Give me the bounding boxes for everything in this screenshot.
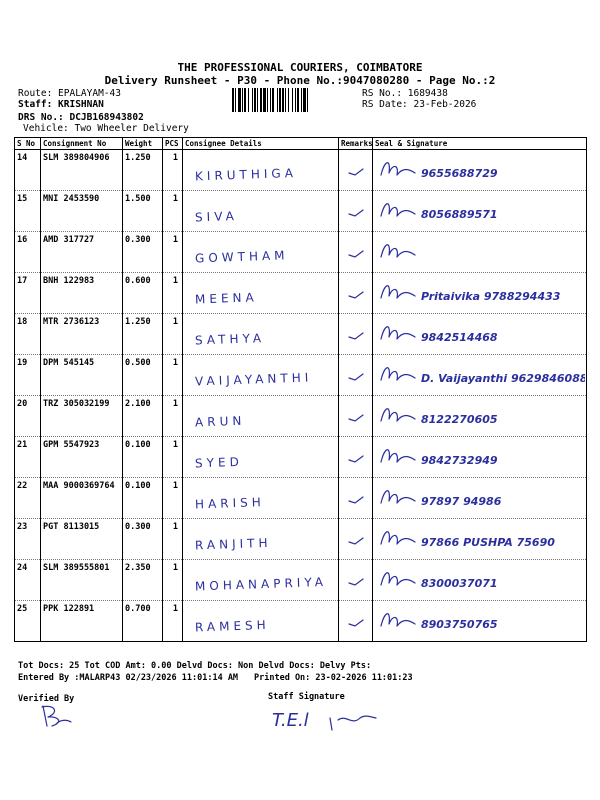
- row-consignment-no: TRZ 305032199: [41, 396, 123, 437]
- consignee-name-handwritten: RANJITH: [194, 535, 272, 553]
- signature-handwritten: [375, 276, 585, 310]
- table-row: [15, 273, 587, 314]
- row-signature: [373, 355, 587, 396]
- row-signature: [373, 314, 587, 355]
- signature-handwritten: [375, 153, 585, 187]
- row-sno: 25: [15, 601, 41, 642]
- row-consignment-no: MNI 2453590: [41, 191, 123, 232]
- consignee-name-handwritten: SIVA: [194, 208, 239, 225]
- svg-text:T.E.l: T.E.l: [272, 710, 309, 731]
- signature-handwritten: [375, 563, 585, 597]
- row-signature: [373, 396, 587, 437]
- row-consignment-no: DPM 545145: [41, 355, 123, 396]
- remark-tick-icon: [341, 235, 371, 265]
- row-consignment-no: GPM 5547923: [41, 437, 123, 478]
- consignee-name-handwritten: SYED: [194, 454, 244, 471]
- consignee-name-handwritten: RAMESH: [194, 617, 270, 635]
- remark-tick-icon: [341, 563, 371, 593]
- consignee-name-handwritten: KIRUTHIGA: [194, 165, 298, 184]
- table-row: [15, 232, 587, 273]
- staff-signature: [268, 706, 388, 734]
- table-row: [15, 191, 587, 232]
- row-consignment-no: SLM 389555801: [41, 560, 123, 601]
- consignee-name-handwritten: ARUN: [194, 413, 246, 430]
- consignee-name-handwritten: HARISH: [194, 495, 265, 512]
- col-sno: S No: [15, 138, 41, 150]
- row-consignment-no: MAA 9000369764: [41, 478, 123, 519]
- row-remarks: [339, 519, 373, 560]
- col-remarks: Remarks: [339, 138, 373, 150]
- row-weight: 0.100: [123, 478, 163, 519]
- row-weight: 1.250: [123, 150, 163, 191]
- staff-signature-label: Staff Signature: [268, 692, 345, 702]
- table-row: [15, 478, 587, 519]
- table-row: [15, 560, 587, 601]
- table-row: [15, 355, 587, 396]
- row-pcs: 1: [163, 478, 183, 519]
- verified-by-label: Verified By: [18, 694, 75, 704]
- col-pcs: PCS: [163, 138, 183, 150]
- remark-tick-icon: [341, 194, 371, 224]
- runsheet-subtitle: Delivery Runsheet - P30 - Phone No.:9047080280 - Page No.:2: [104, 74, 496, 87]
- row-sno: 18: [15, 314, 41, 355]
- row-sno: 24: [15, 560, 41, 601]
- row-pcs: 1: [163, 437, 183, 478]
- row-weight: 1.500: [123, 191, 163, 232]
- row-sno: 15: [15, 191, 41, 232]
- signature-handwritten: [375, 194, 585, 228]
- signature-handwritten: [375, 440, 585, 474]
- col-consignment: Consignment No: [41, 138, 123, 150]
- barcode: [232, 88, 358, 112]
- entered-by: Entered By :MALARP43 02/23/2026 11:01:14 AM: [18, 673, 239, 683]
- remark-tick-icon: [341, 522, 371, 552]
- row-weight: 0.500: [123, 355, 163, 396]
- row-weight: 0.300: [123, 519, 163, 560]
- row-pcs: 1: [163, 191, 183, 232]
- row-pcs: 1: [163, 601, 183, 642]
- row-sno: 20: [15, 396, 41, 437]
- row-consignee: [183, 601, 339, 642]
- consignee-name-handwritten: SATHYA: [194, 331, 266, 348]
- row-weight: 0.700: [123, 601, 163, 642]
- row-signature: [373, 560, 587, 601]
- remark-tick-icon: [341, 399, 371, 429]
- row-consignee: [183, 437, 339, 478]
- row-weight: 0.100: [123, 437, 163, 478]
- signature-handwritten: [375, 235, 585, 269]
- row-consignment-no: MTR 2736123: [41, 314, 123, 355]
- signature-handwritten: [375, 481, 585, 515]
- consignee-name-handwritten: MOHANAPRIYA: [194, 574, 328, 594]
- table-header-row: [15, 138, 587, 150]
- row-consignee: [183, 478, 339, 519]
- row-remarks: [339, 150, 373, 191]
- totals-line: Tot Docs: 25 Tot COD Amt: 0.00 Delvd Docs: Non Delvd Docs: Delvy Pts:: [18, 661, 372, 671]
- signature-handwritten: [375, 604, 585, 638]
- row-signature: [373, 601, 587, 642]
- table-row: [15, 314, 587, 355]
- company-title: THE PROFESSIONAL COURIERS, COIMBATORE: [177, 61, 423, 74]
- remark-tick-icon: [341, 153, 371, 183]
- row-sno: 16: [15, 232, 41, 273]
- row-pcs: 1: [163, 519, 183, 560]
- row-consignee: [183, 191, 339, 232]
- signature-handwritten: [375, 399, 585, 433]
- remark-tick-icon: [341, 317, 371, 347]
- drs-label: DRS No.: DCJB168943802: [18, 112, 144, 123]
- svg-text:9655688729: 9655688729: [421, 167, 498, 180]
- row-pcs: 1: [163, 560, 183, 601]
- row-signature: [373, 478, 587, 519]
- row-pcs: 1: [163, 273, 183, 314]
- row-consignment-no: AMD 317727: [41, 232, 123, 273]
- consignee-name-handwritten: GOWTHAM: [194, 248, 289, 266]
- remark-tick-icon: [341, 440, 371, 470]
- row-consignment-no: PPK 122891: [41, 601, 123, 642]
- row-pcs: 1: [163, 314, 183, 355]
- row-weight: 2.350: [123, 560, 163, 601]
- row-remarks: [339, 273, 373, 314]
- row-consignee: [183, 232, 339, 273]
- row-remarks: [339, 232, 373, 273]
- rs-no-label: RS No.: 1689438: [362, 88, 448, 99]
- row-weight: 2.100: [123, 396, 163, 437]
- row-signature: [373, 437, 587, 478]
- svg-text:97897 94986: 97897 94986: [421, 495, 502, 508]
- row-remarks: [339, 355, 373, 396]
- row-consignment-no: PGT 8113015: [41, 519, 123, 560]
- route-label: Route: EPALAYAM-43: [18, 88, 121, 99]
- signature-handwritten: [375, 317, 585, 351]
- vehicle-label: Vehicle: Two Wheeler Delivery: [23, 123, 189, 134]
- row-weight: 1.250: [123, 314, 163, 355]
- svg-text:8122270605: 8122270605: [421, 413, 498, 426]
- signature-handwritten: [375, 522, 585, 556]
- row-consignee: [183, 355, 339, 396]
- row-signature: [373, 273, 587, 314]
- row-signature: [373, 232, 587, 273]
- row-consignment-no: SLM 389804906: [41, 150, 123, 191]
- col-consignee: Consignee Details: [183, 138, 339, 150]
- row-remarks: [339, 601, 373, 642]
- row-sno: 21: [15, 437, 41, 478]
- row-consignee: [183, 314, 339, 355]
- row-signature: [373, 519, 587, 560]
- svg-text:9842732949: 9842732949: [421, 454, 498, 467]
- consignee-name-handwritten: VAIJAYANTHI: [194, 370, 313, 389]
- row-signature: [373, 150, 587, 191]
- svg-text:D. Vaijayanthi 9629846088: D. Vaijayanthi 9629846088: [421, 372, 585, 385]
- rs-date-label: RS Date: 23-Feb-2026: [362, 99, 477, 110]
- row-weight: 0.600: [123, 273, 163, 314]
- row-pcs: 1: [163, 150, 183, 191]
- row-remarks: [339, 437, 373, 478]
- row-remarks: [339, 560, 373, 601]
- table-row: [15, 437, 587, 478]
- remark-tick-icon: [341, 358, 371, 388]
- svg-text:8903750765: 8903750765: [421, 618, 498, 631]
- svg-text:8056889571: 8056889571: [421, 208, 498, 221]
- table-row: [15, 396, 587, 437]
- row-consignment-no: BNH 122983: [41, 273, 123, 314]
- row-consignee: [183, 273, 339, 314]
- staff-label: Staff: KRISHNAN: [18, 99, 104, 110]
- svg-text:97866 PUSHPA 75690: 97866 PUSHPA 75690: [421, 536, 555, 549]
- row-sno: 23: [15, 519, 41, 560]
- signature-handwritten: [375, 358, 585, 392]
- remark-tick-icon: [341, 276, 371, 306]
- row-remarks: [339, 396, 373, 437]
- verified-signature: [38, 702, 78, 730]
- col-signature: Seal & Signature: [373, 138, 587, 150]
- printed-on: Printed On: 23-02-2026 11:01:23: [254, 673, 413, 683]
- svg-text:8300037071: 8300037071: [421, 577, 498, 590]
- row-sno: 17: [15, 273, 41, 314]
- row-remarks: [339, 478, 373, 519]
- row-weight: 0.300: [123, 232, 163, 273]
- row-sno: 22: [15, 478, 41, 519]
- remark-tick-icon: [341, 481, 371, 511]
- consignee-name-handwritten: MEENA: [194, 290, 258, 307]
- svg-text:Pritaivika 9788294433: Pritaivika 9788294433: [421, 290, 561, 303]
- row-pcs: 1: [163, 232, 183, 273]
- row-consignee: [183, 519, 339, 560]
- row-remarks: [339, 191, 373, 232]
- row-pcs: 1: [163, 355, 183, 396]
- col-weight: Weight: [123, 138, 163, 150]
- svg-text:9842514468: 9842514468: [421, 331, 498, 344]
- table-row: [15, 519, 587, 560]
- row-consignee: [183, 150, 339, 191]
- row-pcs: 1: [163, 396, 183, 437]
- row-sno: 14: [15, 150, 41, 191]
- table-row: [15, 150, 587, 191]
- row-consignee: [183, 560, 339, 601]
- table-row: [15, 601, 587, 642]
- runsheet-table: [14, 137, 587, 642]
- remark-tick-icon: [341, 604, 371, 634]
- row-remarks: [339, 314, 373, 355]
- row-signature: [373, 191, 587, 232]
- row-sno: 19: [15, 355, 41, 396]
- row-consignee: [183, 396, 339, 437]
